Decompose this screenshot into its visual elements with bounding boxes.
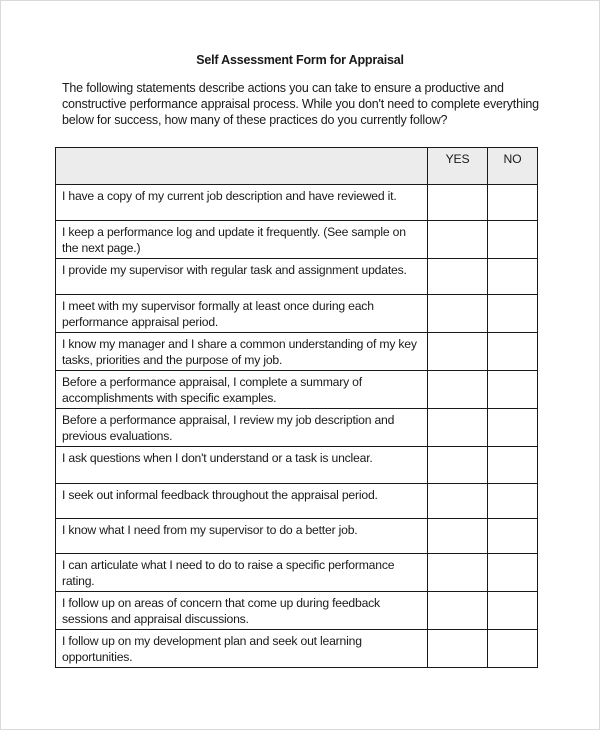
no-answer-cell[interactable] — [488, 371, 538, 409]
table-row — [56, 630, 538, 668]
table-row — [56, 484, 538, 519]
question-text: I can articulate what I need to do to raise a specific performance rating. — [56, 554, 428, 592]
no-answer-cell[interactable] — [488, 447, 538, 484]
question-text: I keep a performance log and update it frequently. (See sample on the next page.) — [56, 221, 428, 259]
yes-answer-cell[interactable] — [428, 185, 488, 221]
question-text: Before a performance appraisal, I review my job description and previous evaluations. — [56, 409, 428, 447]
table-row — [56, 185, 538, 221]
table-row — [56, 295, 538, 333]
yes-answer-cell[interactable] — [428, 333, 488, 371]
table-row — [56, 333, 538, 371]
table-header-row — [56, 148, 538, 185]
form-title: Self Assessment Form for Appraisal — [196, 53, 404, 67]
yes-answer-cell[interactable] — [428, 259, 488, 295]
no-answer-cell[interactable] — [488, 185, 538, 221]
question-text: I know my manager and I share a common understanding of my key tasks, priorities and the purpose of my job. — [56, 333, 428, 371]
no-answer-cell[interactable] — [488, 592, 538, 630]
yes-answer-cell[interactable] — [428, 484, 488, 519]
question-text: I know what I need from my supervisor to do a better job. — [56, 519, 428, 554]
question-text: I seek out informal feedback throughout the appraisal period. — [56, 484, 428, 519]
yes-answer-cell[interactable] — [428, 554, 488, 592]
no-column-header: NO — [488, 148, 538, 185]
table-row — [56, 409, 538, 447]
table-row — [56, 259, 538, 295]
yes-answer-cell[interactable] — [428, 519, 488, 554]
no-answer-cell[interactable] — [488, 519, 538, 554]
yes-answer-cell[interactable] — [428, 630, 488, 668]
table-row — [56, 592, 538, 630]
table-row — [56, 371, 538, 409]
question-column-header — [56, 148, 428, 185]
question-text: I follow up on areas of concern that come up during feedback sessions and appraisal discussions. — [56, 592, 428, 630]
question-text: I meet with my supervisor formally at least once during each performance appraisal period. — [56, 295, 428, 333]
table-row — [56, 554, 538, 592]
yes-answer-cell[interactable] — [428, 221, 488, 259]
yes-answer-cell[interactable] — [428, 409, 488, 447]
assessment-table — [55, 147, 538, 668]
question-text: I have a copy of my current job description and have reviewed it. — [56, 185, 428, 221]
question-text: Before a performance appraisal, I complete a summary of accomplishments with specific examples. — [56, 371, 428, 409]
table-row — [56, 447, 538, 484]
no-answer-cell[interactable] — [488, 554, 538, 592]
no-answer-cell[interactable] — [488, 221, 538, 259]
no-answer-cell[interactable] — [488, 333, 538, 371]
no-answer-cell[interactable] — [488, 484, 538, 519]
no-answer-cell[interactable] — [488, 259, 538, 295]
yes-column-header: YES — [428, 148, 488, 185]
yes-answer-cell[interactable] — [428, 447, 488, 484]
no-answer-cell[interactable] — [488, 409, 538, 447]
question-text: I provide my supervisor with regular task and assignment updates. — [56, 259, 428, 295]
yes-answer-cell[interactable] — [428, 592, 488, 630]
table-row — [56, 519, 538, 554]
question-text: I ask questions when I don't understand or a task is unclear. — [56, 447, 428, 484]
no-answer-cell[interactable] — [488, 295, 538, 333]
yes-answer-cell[interactable] — [428, 371, 488, 409]
intro-paragraph: The following statements describe actions you can take to ensure a productive and constructive performance appraisal process. While you don't need to complete everything below for success, how many of these practices do you currently follow? — [62, 81, 539, 127]
no-answer-cell[interactable] — [488, 630, 538, 668]
question-text: I follow up on my development plan and seek out learning opportunities. — [56, 630, 428, 668]
table-row — [56, 221, 538, 259]
yes-answer-cell[interactable] — [428, 295, 488, 333]
